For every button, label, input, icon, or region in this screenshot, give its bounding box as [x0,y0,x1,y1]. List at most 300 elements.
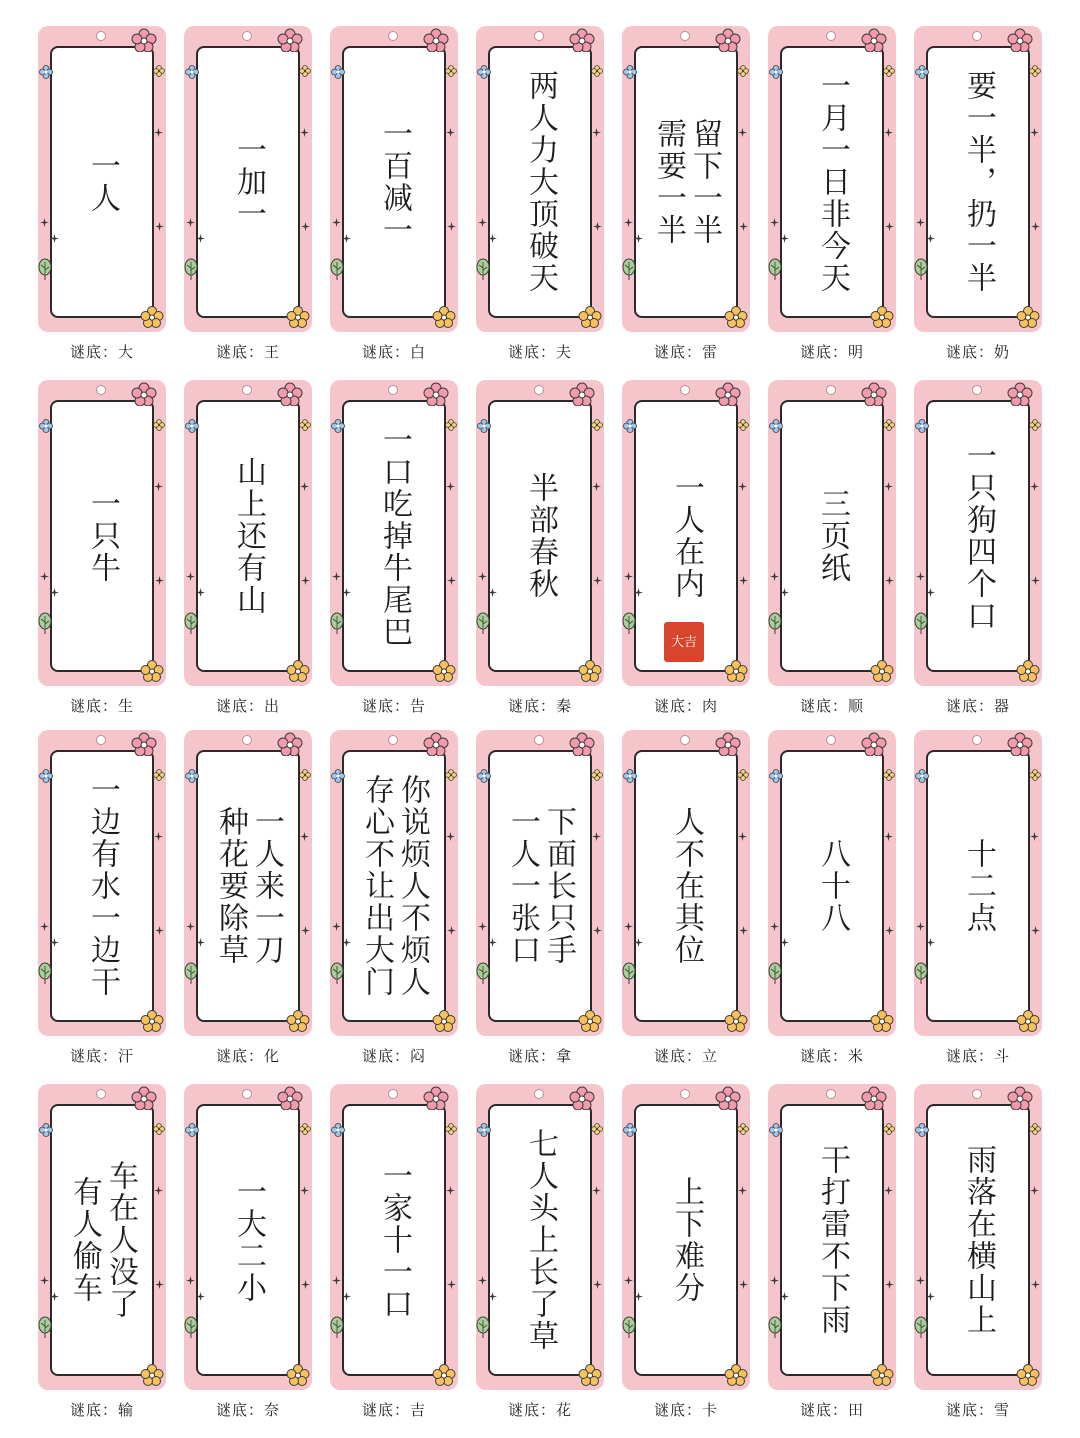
leaf-icon [914,1316,928,1342]
sparkle-icon [593,1274,602,1293]
riddle-panel [196,46,300,318]
riddle-text-column: 存心不让出大门 [359,774,394,998]
bookmark-hole [826,735,836,745]
riddle-text-column: 一边有水一边干 [85,774,120,998]
riddle-answer: 谜底：雷 [653,343,718,361]
sparkle-icon [634,1286,643,1305]
sparkle-icon [301,920,310,939]
bookmark-hole [534,385,544,395]
riddle-text-column: 要一半，扔一半 [961,70,996,294]
sparkle-icon [780,228,789,247]
leaf-icon [768,1316,782,1342]
sparkle-icon [40,566,49,585]
bookmark-hole [388,31,398,41]
sparkle-icon [196,932,205,951]
pink-flower-icon [568,28,596,56]
leaf-icon [622,962,636,988]
riddle-card [476,1084,604,1420]
riddle-text-column: 七人头上长了草 [523,1128,558,1352]
yellow-flower-icon [724,660,748,686]
sparkle-icon [916,916,925,935]
sparkle-icon [624,916,633,935]
bookmark-hole [534,735,544,745]
small-flower-icon [1029,766,1041,785]
sparkle-icon [300,122,309,141]
leaf-icon [184,258,198,284]
riddle-panel [926,400,1030,672]
yellow-flower-icon [578,660,602,686]
riddle-answer: 谜底：汗 [69,1047,134,1065]
sparkle-icon [884,1180,893,1199]
riddle-card [184,1084,312,1420]
riddle-card [476,26,604,362]
riddle-panel [50,1104,154,1376]
leaf-icon [914,962,928,988]
leaf-icon [768,258,782,284]
small-flower-icon [153,1120,165,1139]
small-flower-icon [445,766,457,785]
riddle-panel [780,1104,884,1376]
blue-flower-icon [915,768,929,787]
blue-flower-icon [477,1122,491,1141]
pink-flower-icon [276,382,304,410]
sparkle-icon [916,566,925,585]
sparkle-icon [624,212,633,231]
riddle-answer: 谜底：输 [69,1401,134,1419]
bookmark-frame [184,380,312,686]
yellow-flower-icon [286,1010,310,1036]
small-flower-icon [883,416,895,435]
riddle-card [38,26,166,362]
sparkle-icon [154,826,163,845]
sparkle-icon [447,920,456,939]
riddle-text-column: 一口吃掉牛尾巴 [377,424,412,648]
sparkle-icon [446,1180,455,1199]
bookmark-hole [826,31,836,41]
sparkle-icon [478,212,487,231]
blue-flower-icon [331,64,345,83]
yellow-flower-icon [870,1010,894,1036]
pink-flower-icon [276,28,304,56]
leaf-icon [622,1316,636,1342]
riddle-answer: 谜底：奶 [945,343,1010,361]
riddle-card [914,1084,1042,1420]
bookmark-frame [622,380,750,686]
riddle-answer: 谜底：顺 [799,697,864,715]
bookmark-frame [330,1084,458,1390]
riddle-card [768,730,896,1066]
pink-flower-icon [1006,382,1034,410]
small-flower-icon [1029,62,1041,81]
riddle-panel [926,46,1030,318]
small-flower-icon [737,766,749,785]
riddle-card [768,1084,896,1420]
small-flower-icon [1029,1120,1041,1139]
yellow-flower-icon [432,1364,456,1390]
blue-flower-icon [477,418,491,437]
riddle-text-column: 十二点 [961,838,996,934]
blue-flower-icon [39,768,53,787]
blue-flower-icon [769,64,783,83]
sparkle-icon [40,212,49,231]
yellow-flower-icon [286,660,310,686]
sparkle-icon [1031,570,1040,589]
bookmark-frame [914,26,1042,332]
leaf-icon [476,1316,490,1342]
riddle-answer: 谜底：米 [799,1047,864,1065]
riddle-card [184,380,312,716]
sparkle-icon [780,932,789,951]
sparkle-icon [154,1180,163,1199]
sparkle-icon [300,1180,309,1199]
bookmark-frame [622,730,750,1036]
yellow-flower-icon [140,660,164,686]
sparkle-icon [40,916,49,935]
small-flower-icon [737,62,749,81]
sparkle-icon [332,916,341,935]
small-flower-icon [445,416,457,435]
small-flower-icon [299,416,311,435]
sparkle-icon [884,476,893,495]
riddle-card [38,730,166,1066]
riddle-text-column: 两人力大顶破天 [523,70,558,294]
riddle-answer: 谜底：肉 [653,697,718,715]
riddle-answer: 谜底：告 [361,697,426,715]
riddle-text-column: 山上还有山 [231,456,266,616]
sparkle-icon [770,566,779,585]
pink-flower-icon [714,382,742,410]
riddle-panel [196,1104,300,1376]
blue-flower-icon [185,768,199,787]
riddle-card [914,730,1042,1066]
small-flower-icon [1029,416,1041,435]
riddle-panel [488,400,592,672]
bookmark-hole [242,31,252,41]
riddle-text-column: 种花要除草 [213,806,248,966]
riddle-text-column: 一人在内 [669,472,704,600]
riddle-answer: 谜底：出 [215,697,280,715]
riddle-panel [926,750,1030,1022]
riddle-card [768,26,896,362]
riddle-text-column: 车在人没了 [103,1160,138,1320]
leaf-icon [768,612,782,638]
pink-flower-icon [714,28,742,56]
yellow-flower-icon [432,1010,456,1036]
riddle-card [330,1084,458,1420]
riddle-panel [50,400,154,672]
leaf-icon [38,1316,52,1342]
sparkle-icon [770,1270,779,1289]
leaf-icon [914,612,928,638]
riddle-text-column: 一月一日非今天 [815,70,850,294]
sparkle-icon [488,1286,497,1305]
riddle-text-column: 一只牛 [85,488,120,584]
riddle-panel [634,46,738,318]
riddle-panel [926,1104,1030,1376]
blue-flower-icon [331,418,345,437]
bookmark-hole [388,1089,398,1099]
riddle-text-column: 一加一 [231,134,266,230]
sparkle-icon [50,932,59,951]
blue-flower-icon [915,418,929,437]
small-flower-icon [153,62,165,81]
sparkle-icon [624,1270,633,1289]
riddle-answer: 谜底：大 [69,343,134,361]
riddle-answer: 谜底：吉 [361,1401,426,1419]
small-flower-icon [591,766,603,785]
small-flower-icon [883,766,895,785]
sparkle-icon [916,1270,925,1289]
pink-flower-icon [1006,732,1034,760]
riddle-text-column: 有人偷车 [67,1176,102,1304]
sparkle-icon [186,566,195,585]
bookmark-hole [972,735,982,745]
sparkle-icon [885,570,894,589]
bookmark-frame [184,1084,312,1390]
yellow-flower-icon [578,306,602,332]
sparkle-icon [301,216,310,235]
riddle-text-column: 一人一张口 [505,806,540,966]
riddle-panel [196,750,300,1022]
riddle-text-column: 八十八 [815,838,850,934]
sparkle-icon [300,476,309,495]
blue-flower-icon [769,768,783,787]
riddle-panel [50,46,154,318]
sparkle-icon [592,1180,601,1199]
riddle-text-column: 人不在其位 [669,806,704,966]
sparkle-icon [884,826,893,845]
sparkle-icon [1030,122,1039,141]
sparkle-icon [186,916,195,935]
bookmark-frame [914,1084,1042,1390]
sparkle-icon [154,122,163,141]
blue-flower-icon [39,1122,53,1141]
riddle-card [476,380,604,716]
riddle-answer: 谜底：化 [215,1047,280,1065]
bookmark-hole [972,31,982,41]
sparkle-icon [332,566,341,585]
leaf-icon [330,612,344,638]
riddle-text-column: 留下一半 [687,118,722,246]
pink-flower-icon [422,382,450,410]
yellow-flower-icon [578,1010,602,1036]
blue-flower-icon [769,1122,783,1141]
riddle-text-column: 一百减一 [377,118,412,246]
riddle-answer: 谜底：白 [361,343,426,361]
sparkle-icon [739,920,748,939]
pink-flower-icon [1006,1086,1034,1114]
yellow-flower-icon [140,1010,164,1036]
riddle-text-column: 上下难分 [669,1176,704,1304]
sparkle-icon [478,1270,487,1289]
bookmark-frame [768,1084,896,1390]
bookmark-frame [476,730,604,1036]
bookmark-frame [768,26,896,332]
sparkle-icon [488,228,497,247]
riddle-card [768,380,896,716]
riddle-panel [342,400,446,672]
small-flower-icon [737,416,749,435]
small-flower-icon [883,1120,895,1139]
sparkle-icon [739,216,748,235]
blue-flower-icon [623,418,637,437]
bookmark-hole [96,31,106,41]
pink-flower-icon [714,732,742,760]
riddle-panel [196,400,300,672]
riddle-text-column: 雨落在横山上 [961,1144,996,1336]
riddle-panel [634,1104,738,1376]
riddle-card [914,380,1042,716]
blue-flower-icon [331,1122,345,1141]
small-flower-icon [299,62,311,81]
bookmark-frame [622,26,750,332]
bookmark-frame [914,730,1042,1036]
pink-flower-icon [130,1086,158,1114]
bookmark-hole [242,1089,252,1099]
sparkle-icon [634,582,643,601]
bookmark-frame [622,1084,750,1390]
blue-flower-icon [477,768,491,787]
small-flower-icon [591,416,603,435]
riddle-panel [342,750,446,1022]
sparkle-icon [780,582,789,601]
sparkle-icon [739,570,748,589]
yellow-flower-icon [432,660,456,686]
leaf-icon [330,1316,344,1342]
riddle-answer: 谜底：夫 [507,343,572,361]
riddle-answer: 谜底：奈 [215,1401,280,1419]
pink-flower-icon [422,28,450,56]
pink-flower-icon [860,382,888,410]
sparkle-icon [155,570,164,589]
yellow-flower-icon [140,306,164,332]
riddle-answer: 谜底：拿 [507,1047,572,1065]
sparkle-icon [446,826,455,845]
small-flower-icon [153,766,165,785]
bookmark-hole [680,31,690,41]
sparkle-icon [926,228,935,247]
bookmark-frame [330,380,458,686]
bookmark-frame [330,730,458,1036]
bookmark-frame [476,380,604,686]
sparkle-icon [739,1274,748,1293]
riddle-card [330,26,458,362]
riddle-card [38,1084,166,1420]
sparkle-icon [634,932,643,951]
riddle-text-column: 需要一半 [651,118,686,246]
riddle-answer: 谜底：生 [69,697,134,715]
bookmark-frame [184,730,312,1036]
bookmark-frame [768,730,896,1036]
pink-flower-icon [568,382,596,410]
sparkle-icon [155,1274,164,1293]
bookmark-frame [38,730,166,1036]
sparkle-icon [926,932,935,951]
riddle-text-column: 一大二小 [231,1176,266,1304]
sparkle-icon [592,476,601,495]
sparkle-icon [446,122,455,141]
yellow-flower-icon [286,1364,310,1390]
riddle-card [38,380,166,716]
sparkle-icon [916,212,925,231]
leaf-icon [622,612,636,638]
riddle-text-column: 干打雷不下雨 [815,1144,850,1336]
bookmark-frame [476,1084,604,1390]
sparkle-icon [196,228,205,247]
blue-flower-icon [915,1122,929,1141]
sparkle-icon [885,920,894,939]
bookmark-hole [680,1089,690,1099]
riddle-card [330,730,458,1066]
sparkle-icon [50,582,59,601]
bookmark-hole [826,1089,836,1099]
sparkle-icon [186,212,195,231]
sparkle-icon [478,566,487,585]
pink-flower-icon [130,28,158,56]
sparkle-icon [478,916,487,935]
blue-flower-icon [623,768,637,787]
pink-flower-icon [422,732,450,760]
riddle-panel [50,750,154,1022]
bookmark-frame [330,26,458,332]
blue-flower-icon [185,418,199,437]
riddle-text-column: 一只狗四个口 [961,440,996,632]
sparkle-icon [738,476,747,495]
riddle-text-column: 下面长只手 [541,806,576,966]
bookmark-hole [96,735,106,745]
sparkle-icon [50,228,59,247]
small-flower-icon [737,1120,749,1139]
riddle-card [622,26,750,362]
sparkle-icon [1030,826,1039,845]
pink-flower-icon [276,732,304,760]
leaf-icon [330,962,344,988]
sparkle-icon [770,212,779,231]
blue-flower-icon [623,1122,637,1141]
sparkle-icon [154,476,163,495]
riddle-panel [488,1104,592,1376]
pink-flower-icon [568,1086,596,1114]
sparkle-icon [738,826,747,845]
sparkle-icon [300,826,309,845]
blue-flower-icon [769,418,783,437]
riddle-panel [342,46,446,318]
yellow-flower-icon [286,306,310,332]
riddle-text-column: 你说烦人不烦人 [395,774,430,998]
riddle-answer: 谜底：斗 [945,1047,1010,1065]
pink-flower-icon [276,1086,304,1114]
riddle-panel [634,750,738,1022]
riddle-answer: 谜底：器 [945,697,1010,715]
sparkle-icon [50,1286,59,1305]
bookmark-frame [38,1084,166,1390]
seal-stamp: 大吉 [664,622,704,662]
small-flower-icon [591,62,603,81]
bookmark-hole [972,1089,982,1099]
bookmark-frame [476,26,604,332]
leaf-icon [38,258,52,284]
pink-flower-icon [860,732,888,760]
sparkle-icon [342,582,351,601]
small-flower-icon [299,1120,311,1139]
riddle-card [622,380,750,716]
riddle-panel [780,400,884,672]
pink-flower-icon [422,1086,450,1114]
sparkle-icon [488,932,497,951]
yellow-flower-icon [870,1364,894,1390]
small-flower-icon [591,1120,603,1139]
yellow-flower-icon [1016,660,1040,686]
